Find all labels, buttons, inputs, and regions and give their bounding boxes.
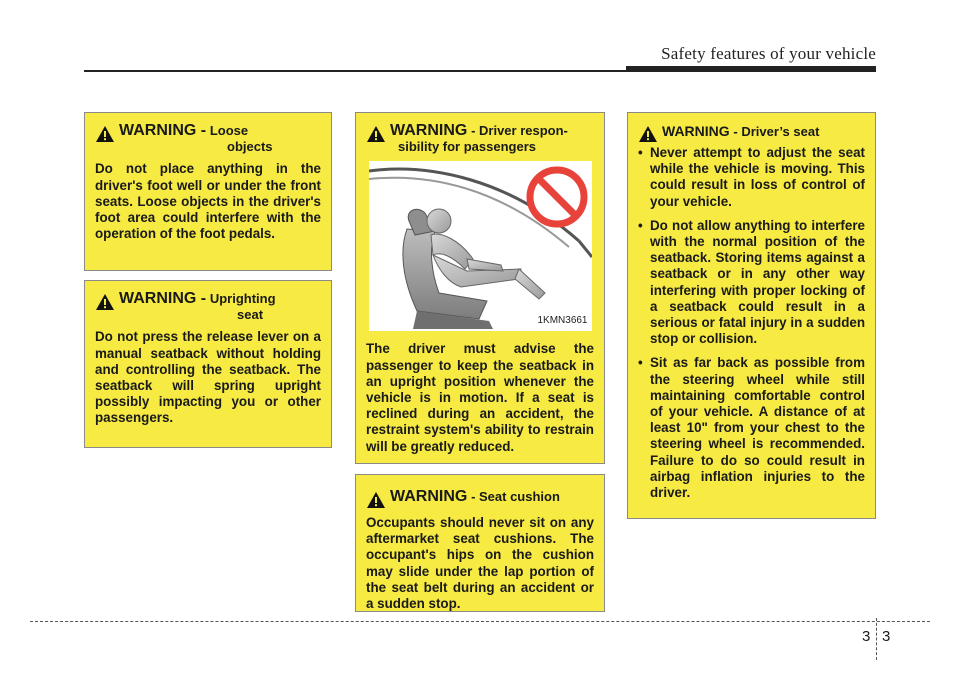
warning-loose-objects	[84, 112, 332, 271]
warning-label: WARNING	[662, 123, 730, 139]
list-item: • Sit as far back as possible from the steering wheel while still maintaining comfortable control of your vehicle. A distance of at least 10" from your chest to the steering wheel is recommended. Failure to do so could result in airbag inflation injuries to the driver.	[638, 355, 865, 501]
warning-header	[366, 123, 594, 155]
warning-subtitle: - Seat cushion	[471, 489, 560, 504]
warning-seat-cushion	[355, 474, 605, 612]
warning-body: The driver must advise the passenger to keep the seatback in an upright position whenever the vehicle is in motion. If a seat is reclined during an accident, the restraint system's ability to restrain will be greatly reduced.	[366, 341, 594, 454]
warning-label: WARNING	[390, 488, 468, 505]
warning-subtitle-cont: sibility for passengers	[398, 139, 536, 155]
reclined-passenger-image	[369, 161, 592, 331]
warning-triangle-icon	[95, 293, 115, 311]
warning-triangle-icon	[95, 125, 115, 143]
page-header-title: Safety features of your vehicle	[661, 44, 876, 63]
warning-body: Do not place anything in the driver's foot well or under the front seats. Loose objects in the driver's foot area could interfere with the operation of the foot pedals.	[95, 161, 321, 242]
warning-drivers-seat	[627, 112, 876, 519]
figure-code: 1KMN3661	[537, 315, 588, 327]
list-item: • Do not allow anything to interfere with the normal position of the seatback. Storing items against a seatback or in any other way interfering with proper locking of a seatback could result in a serious or fatal injury in a sudden stop or collision.	[638, 218, 865, 348]
warning-label: WARNING -	[119, 290, 207, 307]
warning-subtitle-cont: seat	[237, 307, 264, 323]
warning-subtitle: Uprighting	[209, 291, 276, 306]
warning-subtitle-cont: objects	[227, 139, 273, 155]
warning-header	[95, 291, 321, 323]
header-rule-accent	[626, 66, 876, 72]
warning-subtitle: - Driver respon-	[471, 123, 568, 138]
warning-body: Do not press the release lever on a manual seatback without holding and controlling the seatback. The seatback will spring upright possibly impacting you or other passengers.	[95, 329, 321, 426]
warning-label: WARNING	[390, 122, 468, 139]
warning-header	[366, 489, 594, 509]
footer-rule	[30, 621, 930, 622]
warning-triangle-icon	[638, 125, 658, 143]
warning-driver-responsibility	[355, 112, 605, 464]
warning-triangle-icon	[366, 491, 386, 509]
page-number-divider	[876, 618, 877, 660]
chapter-number: 3	[862, 628, 871, 645]
warning-body: Occupants should never sit on any aftermarket seat cushions. The occupant's hips on the cushion may slide under the lap portion of the seat belt during an accident or a sudden stop.	[366, 515, 594, 612]
warning-triangle-icon	[366, 125, 386, 143]
warning-uprighting-seat	[84, 280, 332, 448]
list-item: • Never attempt to adjust the seat while the vehicle is moving. This could result in loss of control of your vehicle.	[638, 145, 865, 210]
warning-subtitle: - Driver’s seat	[733, 124, 820, 139]
warning-header	[95, 123, 321, 155]
warning-bullet-list	[638, 145, 865, 501]
prohibition-sign	[530, 170, 584, 224]
page-number: 3	[882, 628, 891, 645]
warning-header	[638, 123, 865, 143]
warning-subtitle: Loose	[209, 123, 249, 138]
warning-label: WARNING -	[119, 122, 207, 139]
reclined-seat-illustration	[369, 161, 592, 331]
